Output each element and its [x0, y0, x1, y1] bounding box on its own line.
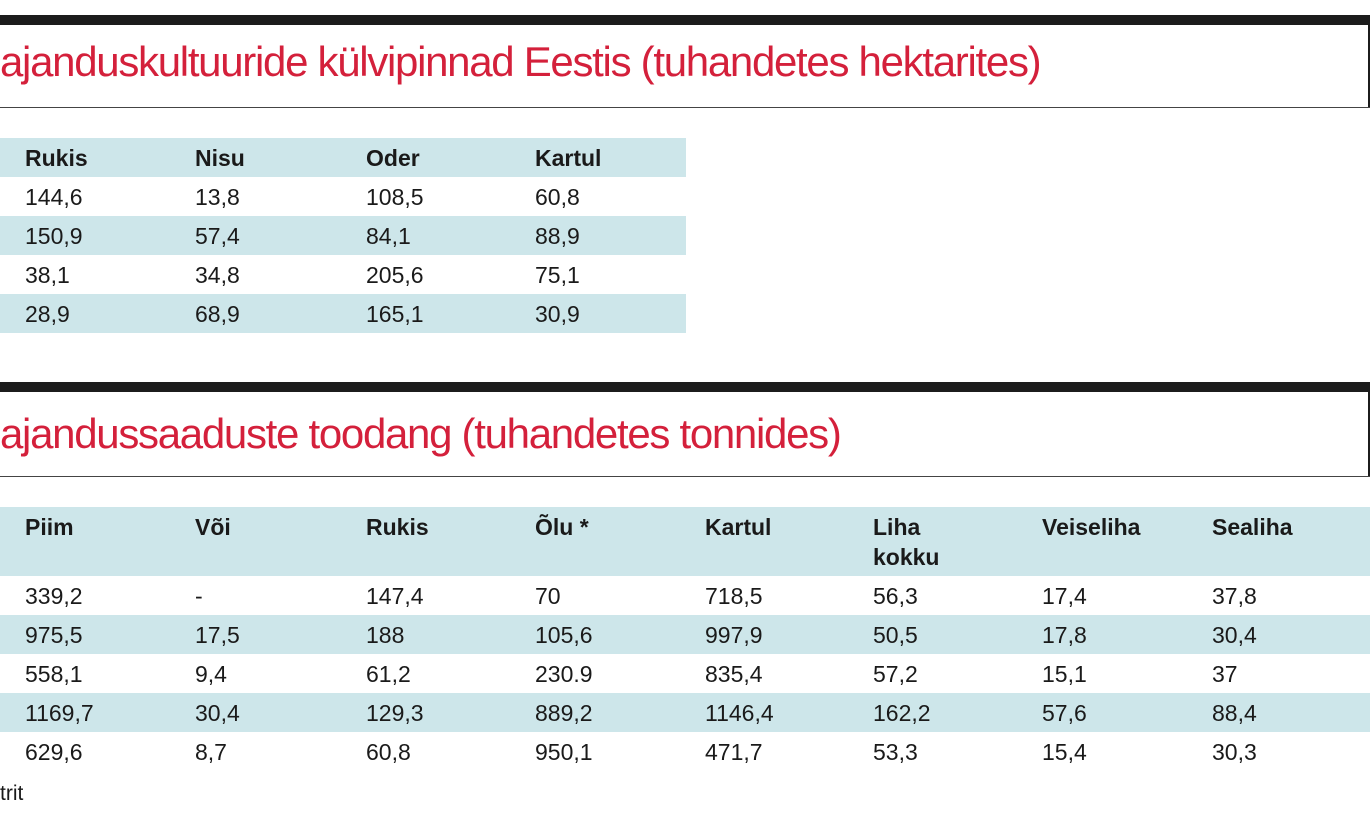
column-header: Nisu: [195, 145, 245, 171]
table-cell: 68,9: [195, 301, 240, 327]
section1-title-rule: [0, 107, 1370, 108]
table-cell: 1146,4: [705, 700, 774, 726]
table-header-row: [0, 507, 1370, 576]
table-cell: 30,3: [1212, 739, 1257, 765]
table-cell: 56,3: [873, 583, 918, 609]
table-cell: 205,6: [366, 262, 424, 288]
table-cell: 339,2: [25, 583, 83, 609]
table-cell: 129,3: [366, 700, 424, 726]
column-header: Kartul: [535, 145, 602, 171]
section2-title: ajandussaaduste toodang (tuhandetes tonnides): [0, 410, 841, 457]
table-row: [0, 654, 1370, 693]
table-cell: 30,9: [535, 301, 580, 327]
table-cell: 471,7: [705, 739, 763, 765]
source-footnote: trit: [0, 782, 24, 805]
table-cell: 230.9: [535, 661, 593, 687]
sown-area-table: [0, 138, 686, 333]
table-row: [0, 177, 686, 216]
column-header: Piim: [25, 514, 74, 540]
table-cell: 30,4: [195, 700, 240, 726]
table-cell: 53,3: [873, 739, 918, 765]
table-cell: 1169,7: [25, 700, 94, 726]
table-cell: 8,7: [195, 739, 227, 765]
table-cell: 37: [1212, 661, 1238, 687]
column-header: Liha kokku: [873, 514, 940, 570]
column-header: Kartul: [705, 514, 772, 540]
table-cell: 57,2: [873, 661, 918, 687]
table-cell: -: [195, 583, 203, 609]
column-header: Rukis: [366, 514, 429, 540]
table-cell: 997,9: [705, 622, 763, 648]
table-cell: 50,5: [873, 622, 918, 648]
table-cell: 162,2: [873, 700, 931, 726]
table-cell: 13,8: [195, 184, 240, 210]
table-cell: 150,9: [25, 223, 83, 249]
table-header-row: [0, 138, 686, 177]
table-cell: 75,1: [535, 262, 580, 288]
table-cell: 147,4: [366, 583, 424, 609]
table-cell: 17,8: [1042, 622, 1087, 648]
table-cell: 17,4: [1042, 583, 1087, 609]
section1-title: ajanduskultuuride külvipinnad Eestis (tuhandetes hektarites): [0, 38, 1041, 85]
table-cell: 165,1: [366, 301, 424, 327]
table-row: [0, 615, 1370, 654]
section2-title-rule: [0, 476, 1370, 477]
column-header: Veiseliha: [1042, 514, 1141, 540]
table-cell: 718,5: [705, 583, 763, 609]
table-row: [0, 693, 1370, 732]
table-cell: 17,5: [195, 622, 240, 648]
table-cell: 57,6: [1042, 700, 1087, 726]
table-cell: 34,8: [195, 262, 240, 288]
table-cell: 558,1: [25, 661, 83, 687]
table-cell: 835,4: [705, 661, 763, 687]
section2-top-rule: [0, 382, 1370, 392]
table-cell: 61,2: [366, 661, 411, 687]
table-cell: 30,4: [1212, 622, 1257, 648]
table-row: [0, 216, 686, 255]
table-cell: 88,9: [535, 223, 580, 249]
table-cell: 105,6: [535, 622, 593, 648]
table-cell: 889,2: [535, 700, 593, 726]
table-cell: 38,1: [25, 262, 70, 288]
table-cell: 15,1: [1042, 661, 1087, 687]
table-cell: 70: [535, 583, 561, 609]
table-cell: 28,9: [25, 301, 70, 327]
column-header: Õlu *: [535, 514, 589, 540]
table-cell: 60,8: [366, 739, 411, 765]
table-row: [0, 255, 686, 294]
table-cell: 57,4: [195, 223, 240, 249]
table-cell: 9,4: [195, 661, 227, 687]
table-row: [0, 576, 1370, 615]
table-cell: 629,6: [25, 739, 83, 765]
table-cell: 84,1: [366, 223, 411, 249]
table-row: [0, 294, 686, 333]
table-cell: 950,1: [535, 739, 593, 765]
section1-top-rule: [0, 15, 1370, 25]
table-cell: 15,4: [1042, 739, 1087, 765]
table-cell: 188: [366, 622, 405, 648]
column-header: Või: [195, 514, 231, 540]
table-cell: 108,5: [366, 184, 424, 210]
table-cell: 88,4: [1212, 700, 1257, 726]
table-cell: 144,6: [25, 184, 83, 210]
table-cell: 975,5: [25, 622, 83, 648]
table-cell: 60,8: [535, 184, 580, 210]
table-row: [0, 732, 1370, 771]
column-header: Rukis: [25, 145, 88, 171]
column-header: Sealiha: [1212, 514, 1293, 540]
table-cell: 37,8: [1212, 583, 1257, 609]
column-header: Oder: [366, 145, 420, 171]
production-table: [0, 507, 1370, 771]
